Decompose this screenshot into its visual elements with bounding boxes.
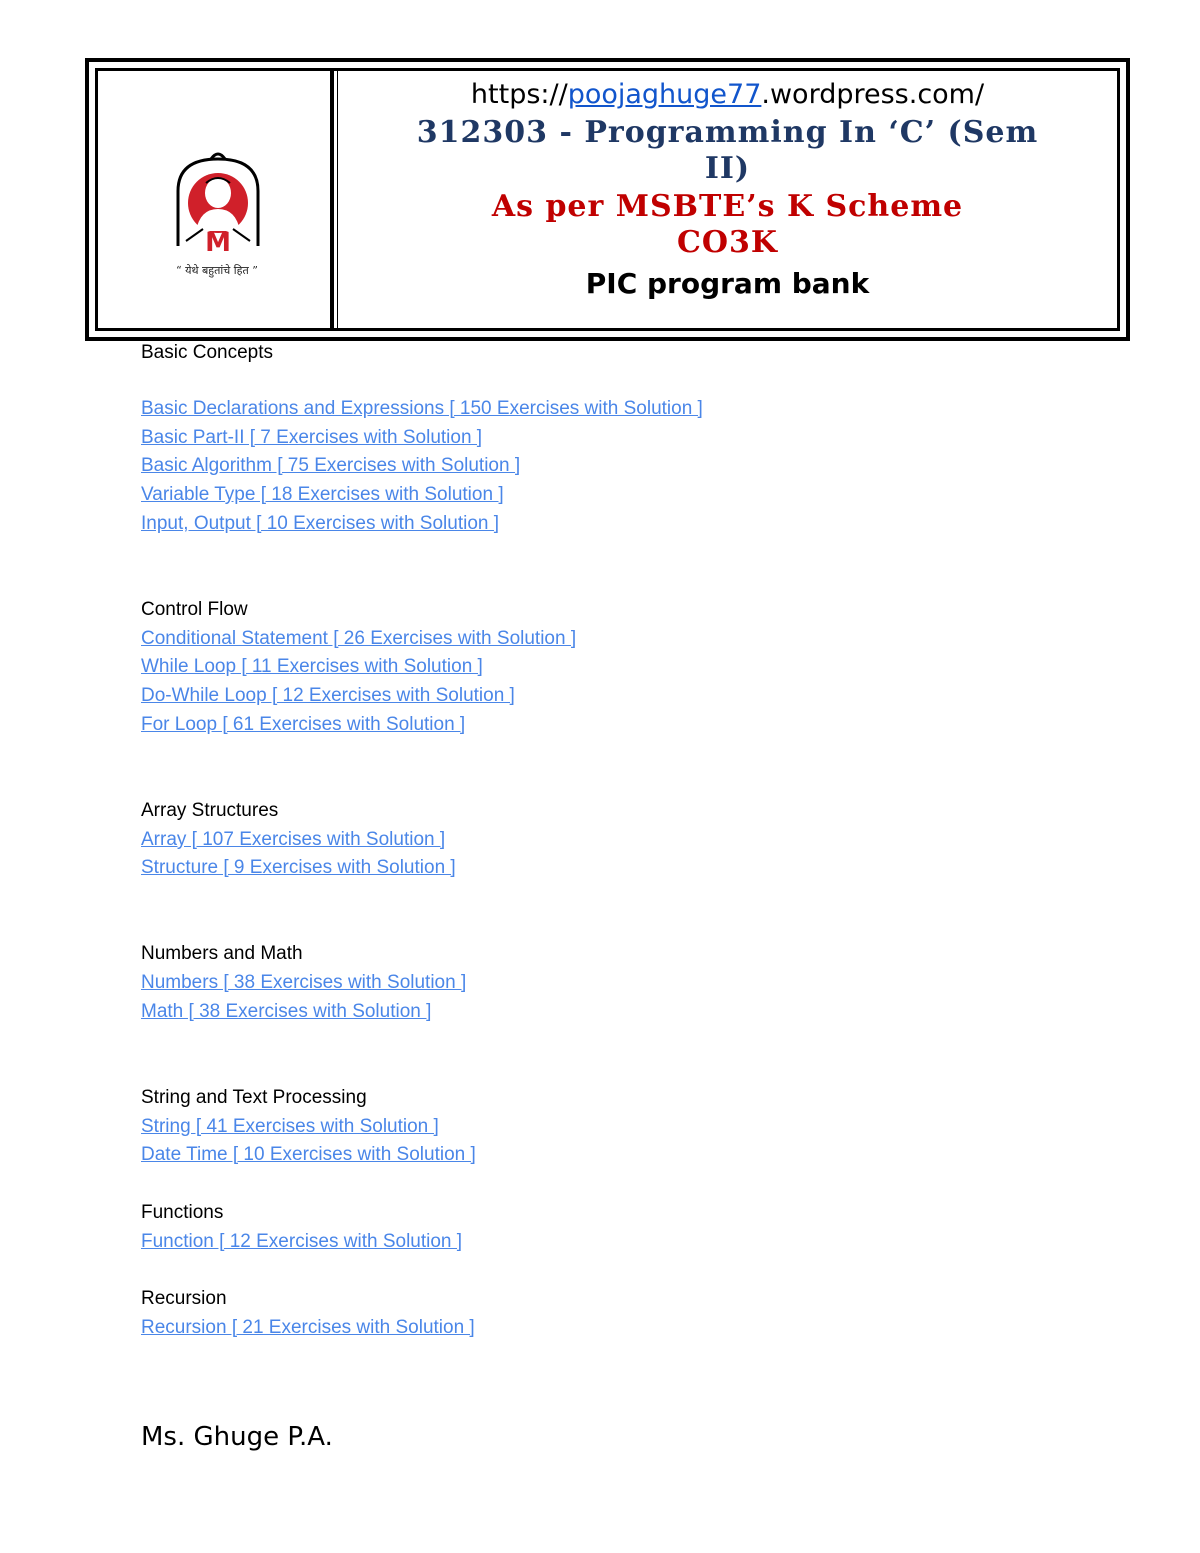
link-basic-declarations[interactable]: Basic Declarations and Expressions [ 150 Exercises with Solution ]: [141, 398, 703, 419]
course-title: [338, 115, 1117, 187]
link-math[interactable]: Math [ 38 Exercises with Solution ]: [141, 1001, 432, 1022]
scheme-title-line1: As per MSBTE’s K Scheme: [491, 189, 964, 224]
link-function[interactable]: Function [ 12 Exercises with Solution ]: [141, 1231, 463, 1252]
section-title-recursion: Recursion: [141, 1288, 227, 1309]
link-basic-part-ii[interactable]: Basic Part-II [ 7 Exercises with Solution ]: [141, 427, 483, 448]
link-for-loop[interactable]: For Loop [ 61 Exercises with Solution ]: [141, 714, 466, 735]
link-structure[interactable]: Structure [ 9 Exercises with Solution ]: [141, 857, 456, 878]
link-string[interactable]: String [ 41 Exercises with Solution ]: [141, 1116, 439, 1137]
header-divider: [330, 71, 334, 328]
program-bank-title: PIC program bank: [585, 267, 870, 300]
link-input-output[interactable]: Input, Output [ 10 Exercises with Solution ]: [141, 513, 500, 534]
header-inner-frame: [95, 68, 1120, 331]
header-box: [85, 58, 1130, 341]
scheme-title: [338, 189, 1117, 261]
section-title-functions: Functions: [141, 1202, 224, 1223]
course-title-line2: II): [704, 151, 751, 186]
section-title-numbers-math: Numbers and Math: [141, 943, 303, 964]
link-array[interactable]: Array [ 107 Exercises with Solution ]: [141, 829, 446, 850]
section-title-array-structures: Array Structures: [141, 800, 279, 821]
title-cell: [338, 71, 1117, 328]
url-link[interactable]: poojaghuge77: [567, 79, 762, 110]
website-url: [338, 79, 1117, 110]
logo-tagline: “ येथे बहुतांचे हित ”: [176, 264, 258, 277]
course-title-line1: 312303 - Programming In ‘C’ (Sem: [416, 115, 1039, 150]
link-recursion[interactable]: Recursion [ 21 Exercises with Solution ]: [141, 1317, 475, 1338]
link-do-while-loop[interactable]: Do-While Loop [ 12 Exercises with Solution ]: [141, 685, 515, 706]
scheme-title-line2: CO3K: [677, 225, 778, 260]
section-title-string-text: String and Text Processing: [141, 1087, 367, 1108]
author-name: Ms. Ghuge P.A.: [141, 1422, 333, 1452]
section-title-control-flow: Control Flow: [141, 599, 248, 620]
institute-logo-icon: [148, 151, 288, 261]
link-basic-algorithm[interactable]: Basic Algorithm [ 75 Exercises with Solution ]: [141, 455, 521, 476]
url-prefix: https://: [470, 79, 568, 110]
url-suffix: .wordpress.com/: [761, 79, 985, 110]
link-while-loop[interactable]: While Loop [ 11 Exercises with Solution ]: [141, 656, 483, 677]
link-conditional-statement[interactable]: Conditional Statement [ 26 Exercises with Solution ]: [141, 628, 577, 649]
link-variable-type[interactable]: Variable Type [ 18 Exercises with Solution ]: [141, 484, 504, 505]
section-title-basic-concepts: Basic Concepts: [141, 342, 274, 363]
logo-letter: M: [205, 228, 231, 258]
link-numbers[interactable]: Numbers [ 38 Exercises with Solution ]: [141, 972, 467, 993]
logo-cell: [98, 71, 330, 328]
link-date-time[interactable]: Date Time [ 10 Exercises with Solution ]: [141, 1144, 476, 1165]
